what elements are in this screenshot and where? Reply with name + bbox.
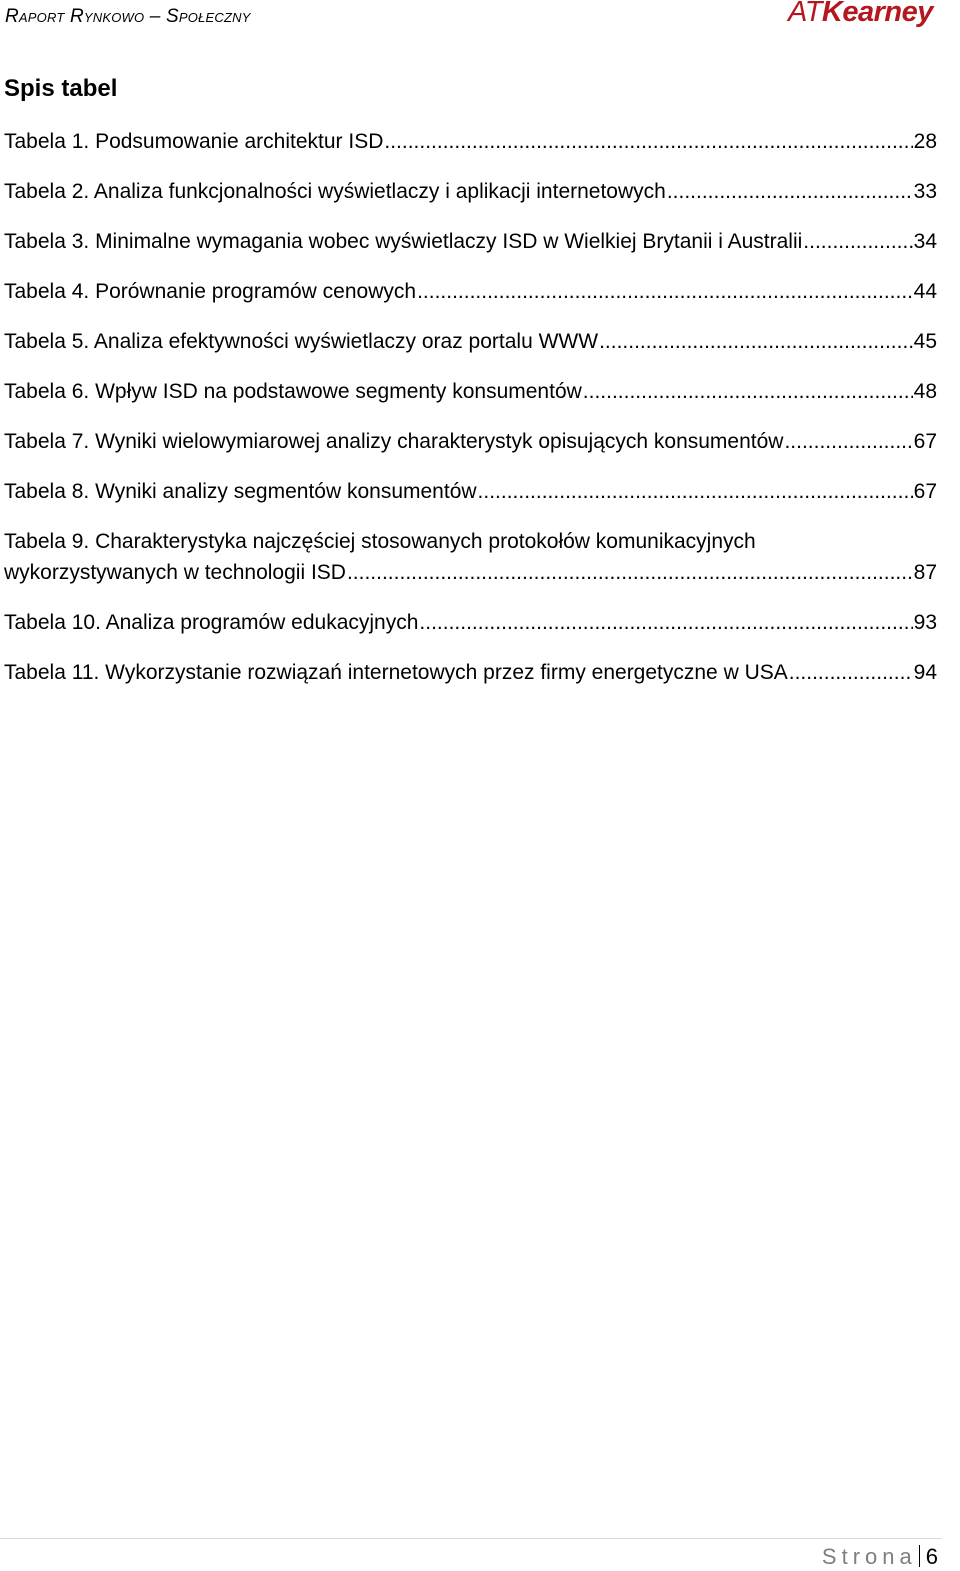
dot-leader xyxy=(478,476,913,507)
toc-entry-label: Tabela 7. Wyniki wielowymiarowej analizy charakterystyk opisujących konsumentów xyxy=(4,430,784,453)
page-number: 6 xyxy=(925,1544,938,1569)
page-footer xyxy=(822,1542,938,1570)
page-word: Strona xyxy=(821,1544,917,1569)
toc-entry-label: Tabela 9. Charakterystyka najczęściej stosowanych protokołów komunikacyjnych xyxy=(4,530,756,553)
toc-entry[interactable] xyxy=(4,126,937,157)
dot-leader xyxy=(347,557,913,588)
footer-separator xyxy=(919,1545,920,1567)
dot-leader xyxy=(384,126,912,157)
logo-name: Kearney xyxy=(821,0,933,28)
toc-entry-label: Tabela 4. Porównanie programów cenowych xyxy=(4,280,417,303)
dot-leader xyxy=(583,376,913,407)
toc-entry-page: 48 xyxy=(913,380,937,403)
toc-entry[interactable] xyxy=(4,226,937,257)
toc-entry-label: Tabela 6. Wpływ ISD na podstawowe segmenty konsumentów xyxy=(4,380,582,403)
toc-entry-page: 67 xyxy=(913,430,937,453)
toc-entry-page: 45 xyxy=(913,330,937,353)
page-title: Spis tabel xyxy=(4,75,118,102)
dot-leader xyxy=(599,326,913,357)
toc-entry-label: Tabela 5. Analiza efektywności wyświetlaczy oraz portalu WWW xyxy=(4,330,599,353)
toc-entry-page: 93 xyxy=(913,611,937,634)
toc-entry[interactable] xyxy=(4,276,937,307)
toc-entry-label: Tabela 1. Podsumowanie architektur ISD xyxy=(4,130,384,153)
toc-entry[interactable] xyxy=(4,526,937,588)
table-of-tables xyxy=(4,126,937,707)
toc-entry-label: Tabela 11. Wykorzystanie rozwiązań internetowych przez firmy energetyczne w USA xyxy=(4,661,788,684)
toc-entry-page: 67 xyxy=(913,480,937,503)
dot-leader xyxy=(417,276,913,307)
toc-entry-label: Tabela 10. Analiza programów edukacyjnych xyxy=(4,611,419,634)
dot-leader xyxy=(667,176,913,207)
toc-entry[interactable] xyxy=(4,376,937,407)
running-title: Raport Rynkowo – Społeczny xyxy=(5,6,251,27)
dot-leader xyxy=(789,657,913,688)
page-header xyxy=(0,0,960,40)
toc-entry[interactable] xyxy=(4,426,937,457)
toc-entry-label-cont: wykorzystywanych w technologii ISD xyxy=(4,561,346,584)
toc-entry[interactable] xyxy=(4,326,937,357)
toc-entry-continuation xyxy=(4,557,937,588)
toc-entry-page: 94 xyxy=(913,661,937,684)
toc-entry-page: 87 xyxy=(913,561,937,584)
dot-leader xyxy=(784,426,912,457)
toc-entry[interactable] xyxy=(4,607,937,638)
company-logo xyxy=(788,0,933,29)
logo-prefix: AT xyxy=(788,0,822,28)
toc-entry-label: Tabela 3. Minimalne wymagania wobec wyświetlaczy ISD w Wielkiej Brytanii i Australii xyxy=(4,230,803,253)
toc-entry[interactable] xyxy=(4,176,937,207)
dot-leader xyxy=(419,607,912,638)
dot-leader xyxy=(803,226,912,257)
toc-entry-page: 34 xyxy=(913,230,937,253)
toc-entry-label: Tabela 8. Wyniki analizy segmentów konsumentów xyxy=(4,480,477,503)
footer-divider xyxy=(0,1538,942,1539)
toc-entry-label: Tabela 2. Analiza funkcjonalności wyświetlaczy i aplikacji internetowych xyxy=(4,180,666,203)
toc-entry[interactable] xyxy=(4,657,937,688)
toc-entry[interactable] xyxy=(4,476,937,507)
toc-entry-page: 44 xyxy=(913,280,937,303)
toc-entry-page: 33 xyxy=(913,180,937,203)
toc-entry-page: 28 xyxy=(913,130,937,153)
